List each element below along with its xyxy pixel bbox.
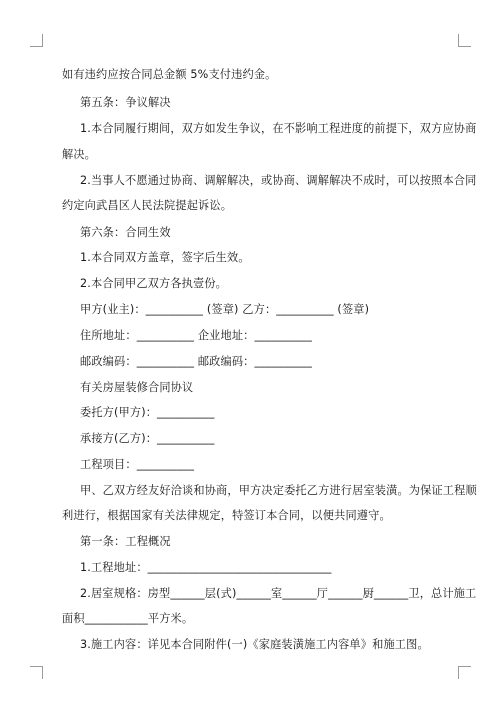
postcode-line: 邮政编码：__________ 邮政编码：__________	[80, 355, 312, 368]
area-line: 面积___________平方米。	[62, 612, 194, 625]
project-address-line: 1.工程地址：________________________________	[80, 561, 332, 574]
crop-mark-bottom-right	[458, 666, 471, 679]
party-a-line: 委托方(甲方)：__________	[80, 406, 215, 419]
room-spec-line: 2.居室规格：房型______层(式)______室______厅______厨______卫，总计施工	[80, 587, 477, 600]
paragraph-line: 2.当事人不愿通过协商、调解解决，或协商、调解解决不成时，可以按照本合同	[80, 174, 477, 187]
crop-mark-bottom-left	[30, 666, 43, 679]
paragraph-line: 解决。	[62, 148, 97, 161]
signature-line: 甲方(业主)：__________ (签章) 乙方：__________ (签章)	[80, 303, 370, 316]
section-heading: 第五条：争议解决	[80, 96, 171, 109]
paragraph-line: 约定向武昌区人民法院提起诉讼。	[62, 199, 233, 212]
paragraph-line: 1.本合同双方盖章，签字后生效。	[80, 251, 250, 264]
paragraph-line: 如有违约应按合同总金额 5%支付违约金。	[62, 68, 277, 81]
address-line: 住所地址：__________ 企业地址：__________	[80, 329, 312, 342]
paragraph-line: 甲、乙双方经友好洽谈和协商，甲方决定委托乙方进行居室装潢。为保证工程顺	[80, 484, 477, 497]
crop-mark-top-left	[30, 34, 43, 47]
party-b-line: 承接方(乙方)：__________	[80, 432, 215, 445]
section-heading: 第六条：合同生效	[80, 226, 171, 239]
paragraph-line: 2.本合同甲乙双方各执壹份。	[80, 277, 228, 290]
content-line: 3.施工内容：详见本合同附件(一)《家庭装潢施工内容单》和施工图。	[80, 638, 429, 651]
crop-mark-top-right	[458, 34, 471, 47]
paragraph-line: 利进行，根据国家有关法律规定，特签订本合同，以便共同遵守。	[62, 509, 391, 522]
paragraph-line: 1.本合同履行期间，双方如发生争议，在不影响工程进度的前提下，双方应协商	[80, 122, 477, 135]
project-line: 工程项目：__________	[80, 458, 195, 471]
section-heading: 第一条：工程概况	[80, 535, 171, 548]
document-subtitle: 有关房屋装修合同协议	[80, 381, 194, 394]
